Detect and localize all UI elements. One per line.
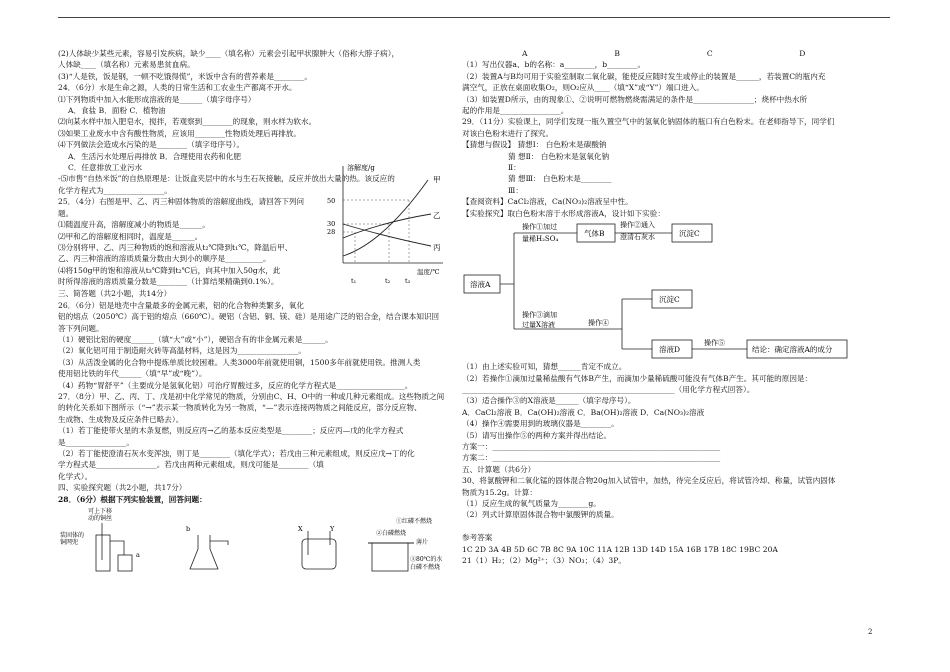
port-x-label: X: [298, 525, 303, 533]
text-line: 时所得溶液的溶质质量分数是________（计算结果精确到0.1%）。: [58, 277, 279, 287]
question-29-heading: 29．（11分）实验课上，同学们发现一瓶久置空气中的氢氧化钠固体的瓶口有白色粉末。在老师指导下，同学们: [462, 117, 835, 127]
text-line: 化学式）。: [58, 471, 93, 481]
options-line: A．CaCl₂溶液 B．Ca(OH)₂溶液 C．Ba(OH)₂溶液 D．Ca(NO₃)₂溶液: [462, 407, 705, 417]
text-line: 起的作用是________________。: [462, 106, 569, 116]
collection-bottle: [118, 555, 132, 571]
text-line: 使用铝比铁的年代______（填“早”或“晚”）。: [58, 369, 207, 379]
text-line: （3）适合操作③的X溶液是______（填字母序号）。: [462, 396, 636, 406]
text-line: 对该白色粉末进行了探究。: [462, 128, 554, 138]
flowchart-diagram: [462, 219, 872, 361]
text-line: ⑵向某水样中加入肥皂水，搅拌，若观察到________的现象，则水样为软水。: [58, 117, 317, 127]
series-label-yi: 乙: [433, 211, 441, 221]
tube: [110, 541, 124, 555]
experiment-flowchart: [462, 219, 872, 361]
text-line: 题。: [58, 208, 74, 218]
beaker: [372, 543, 408, 571]
op-label: 操作③滴加: [522, 311, 557, 320]
series-label-jia: 甲: [433, 175, 441, 185]
op-label: 量稀H₂SO₄: [522, 235, 559, 244]
text-line: ________________________________________________________（用化学方程式回答）。: [462, 384, 755, 394]
left-column: [58, 48, 452, 575]
hypothesis-line: 猜 想Ⅲ： 白色粉末是________: [508, 174, 612, 184]
spacer-line: [462, 521, 872, 532]
text-line: -⑸市售“自热米饭”的自热原理是：让饭盒夹层中的水与生石灰接触，反应并放出大量的热。该反应的: [58, 174, 395, 184]
page-number: 2: [868, 628, 873, 636]
tubes: [308, 531, 330, 555]
apparatus-label: 动的铜丝: [88, 515, 113, 522]
text-line: （3）从活泼金属的化合物中提炼单质比较困难。人类3000年前就使用铜，1500多年前就使用铁。推测人类: [58, 357, 421, 367]
op-label: 操作⑤: [704, 339, 725, 348]
apparatus-label: ③80℃的水: [410, 556, 443, 563]
text-line: （2）氧化铝可用于制造耐火砖等高温材料，这是因为________________。: [58, 346, 306, 356]
op-label: 操作④: [588, 319, 609, 328]
box-label: 溶液A: [470, 280, 491, 290]
text-line: （3）如装置D所示，由的现象①、②说明可燃物燃烧需满足的条件是________________；烧杯中热水所: [462, 94, 808, 104]
box-label: 结论：确定溶液A的成分: [752, 345, 833, 355]
op-label: 操作②通入: [620, 221, 655, 230]
right-column: [462, 48, 872, 566]
text-line: （2）若操作①滴加过量稀盐酸有气体B产生，而滴加少量稀硫酸可能没有气体B产生。其可能的原因是：: [462, 373, 813, 383]
header-rule: [58, 17, 890, 18]
apparatus-label-b: b: [186, 525, 191, 533]
reference-line: 【查阅资料】CaCl₂溶液，Ca(NO₃)₂溶液呈中性。: [462, 197, 633, 207]
experiment-line: 【实验探究】取白色粉末溶于水形成溶液A，设计如下实验：: [462, 208, 665, 218]
text-line: （2）列式计算原固体混合物中氯酸钾的质量。: [462, 510, 619, 520]
text-line: ⑷下列做法会造成水污染的是________（填字母序号）。: [58, 140, 245, 150]
apparatus-label: 可上下移: [88, 508, 113, 515]
text-line: ⑷将150g甲的饱和溶液从t₃℃降到t₂℃后，向其中加入50g水，此: [58, 265, 281, 275]
apparatus-label-a: a: [136, 551, 140, 559]
options-line: A．食盐 B．面粉 C．植物油: [68, 106, 166, 116]
text-line: ⑴下列物质中加入水能形成溶液的是______（填字母序号）: [58, 94, 256, 104]
question-26-heading: 26．（6分）铝是地壳中含量最多的金属元素，铝的化合物种类繁多，氧化: [58, 300, 305, 310]
tube: [210, 541, 228, 545]
apparatus-label: 薄片: [416, 539, 429, 546]
op-label: 澄清石灰水: [620, 233, 655, 242]
series-label-bing: 丙: [433, 243, 441, 253]
gas-bottle: [302, 539, 336, 569]
text-line: 满空气，正放在桌面收集O₂，则O₂应从____（填“X”或“Y”）端口进入。: [462, 83, 704, 93]
hypothesis-line: Ⅲ：: [508, 185, 523, 195]
text-line: （1）若丁能使带火星的木条复燃，则反应丙→乙的基本反应类型是________；反应丙—戊的化学方程式: [58, 426, 404, 436]
text-line: ⑶如果工业废水中含有酸性物质，应该用________性物质处理后再排放。: [58, 128, 301, 138]
text-line: (3)“人是铁，饭是钢，一顿不吃饿得慌”，米饭中含有的营养素是________。: [58, 71, 312, 81]
section-heading: 四、实验探究题（共2小题，共17分）: [58, 483, 187, 493]
y-tick: 30: [327, 220, 336, 229]
text-line: （1）反应生成的氧气质量为________g。: [462, 498, 601, 508]
apparatus-label: ①红磷不燃烧: [396, 518, 433, 525]
text-line: 乙、丙三种溶液的溶质质量分数由大到小的顺序是__________。: [58, 254, 271, 264]
options-line: A．生活污水处理后再排放 B．合理使用农药和化肥: [68, 151, 241, 161]
y-axis-label: 溶解度/g: [347, 164, 375, 173]
apparatus-letter: C: [706, 49, 713, 58]
text-line: （1）写出仪器a、b的名称：a________，b________。: [462, 60, 646, 70]
x-tick: t₂: [385, 277, 391, 286]
apparatus-diagram: [58, 505, 452, 575]
x-axis-label: 温度/℃: [417, 268, 440, 277]
text-line: ⑶分别将甲、乙、丙三种物质的饱和溶液从t₂℃降到t₁℃，降温后甲、: [58, 242, 293, 252]
apparatus-letters: [462, 48, 872, 59]
box-label: 沉淀C: [679, 229, 700, 239]
conical-flask: [190, 535, 218, 569]
text-line: 的转化关系如下图所示（“→”表示某一物质转化为另一物质，“—”表示连接两物质之间能反应，部分反应物、: [58, 403, 422, 413]
apparatus-label: 铜网兜: [60, 539, 79, 546]
text-line: 生成物、生成物及反应条件已略去）。: [58, 414, 184, 424]
text-line: 答下列问题。: [58, 323, 104, 333]
answer-key-line: 1C 2D 3A 4B 5D 6C 7B 8C 9A 10C 11A 12B 13D 14D 15A 16B 17B 18C 19BC 20A: [462, 544, 778, 554]
text-line: （1）硬铝比铝的硬度______（填“大”或“小”），硬铝含有的非金属元素是______。: [58, 334, 333, 344]
text-line: ⑵甲和乙的溶解度相同时，温度是______。: [58, 231, 203, 241]
hypothesis-line: 猜 想Ⅱ： 白色粉末是氢氧化钠: [508, 151, 610, 161]
apparatus-letter: D: [799, 49, 806, 58]
port-y-label: Y: [330, 525, 335, 533]
y-tick: 28: [327, 228, 336, 237]
text-line: (2)人体缺少某些元素，容易引发疾病，缺少____（填名称）元素会引起甲状腺肿大（俗称大脖子病），: [58, 49, 400, 58]
hypothesis-line: 【猜想与假设】 猜想Ⅰ： 白色粉末是碳酸钠: [462, 140, 607, 150]
y-tick: 50: [327, 197, 336, 206]
apparatus-letter: B: [614, 49, 621, 58]
question-27-heading: 27．（8分）甲、乙、丙、丁、戊是初中化学常见的物质，分别由C、H、O中的一种或几种元素组成。这些物质之间: [58, 391, 445, 401]
hypothesis-line: Ⅱ：: [508, 163, 521, 173]
x-tick: t₁: [351, 277, 357, 286]
options-line: C．任意排放工业污水: [68, 163, 143, 173]
text-line: 是________________。: [58, 437, 134, 447]
text-line: 方案二：____________________________________________________________: [462, 453, 721, 463]
box-label: 溶液D: [659, 345, 681, 355]
curve-yi: [343, 214, 431, 238]
question-28-heading: 28．（6分）根据下列实验装置，回答问题：: [58, 494, 207, 504]
x-tick: t₃: [405, 277, 411, 286]
op-label: 过量X溶液: [522, 321, 555, 330]
text-line: 方案一：____________________________________________________________: [462, 441, 721, 451]
text-line: 学方程式是________________。若戊由两种元素组成，则戊可能是________（填: [58, 460, 324, 470]
text-line: 人体缺____（填名称）元素易患贫血病。: [58, 60, 195, 70]
text-line: 物质为15.2g。计算：: [462, 487, 537, 497]
solubility-curve-diagram: [323, 158, 453, 288]
text-line: ⑴随温度升高，溶解度减小的物质是______。: [58, 220, 210, 230]
text-line: 铝的熔点（2050℃）高于铝的熔点（660℃）。硬铝（含铝、铜、镁、硅）是用途广泛的铝合金，结合课本知识回: [58, 312, 440, 322]
text-line: 化学方程式为________________。: [58, 185, 172, 195]
apparatus-label: 装固体的: [60, 532, 85, 539]
apparatus-label: 白磷不燃烧: [410, 564, 441, 571]
section-heading: 三、简答题（共2小题，共14分）: [58, 289, 172, 299]
apparatus-letter: A: [522, 49, 528, 58]
text-line: （2）装置A与B均可用于实验室制取二氧化碳，能使反应随时发生或停止的装置是______，若装置C的瓶内充: [462, 71, 826, 81]
curve-bing: [343, 224, 431, 246]
box-label: 沉淀C: [659, 295, 680, 305]
answer-key-heading: 参考答案: [462, 533, 493, 543]
text-line: （1）由上述实验可知，猜想______肯定不成立。: [462, 362, 627, 372]
question-25-heading: 25．（4分）右图是甲、乙、丙三种固体物质的溶解度曲线，请回答下列问: [58, 197, 305, 207]
test-tube: [96, 535, 110, 571]
text-line: （4）药物“胃舒平”（主要成分是氢氧化铝）可治疗胃酸过多，反应的化学方程式是__________________。: [58, 380, 413, 390]
question-24-heading: 24．（6分）水是生命之源，人类的日常生活和工农业生产都离不开水。: [58, 83, 297, 93]
section-heading: 五、计算题（共6分）: [462, 464, 536, 474]
op-label: 操作①加过: [522, 223, 557, 232]
text-line: （5）请写出操作⑤的两种方案并得出结论。: [462, 430, 612, 440]
text-line: （2）若丁能使澄清石灰水变浑浊，则丁是________（填化学式）；若戊由三种元素组成，则反应戊→丁的化: [58, 448, 415, 458]
text-line: （4）操作④需要用到的玻璃仪器是________。: [462, 419, 619, 429]
box-label: 气体B: [584, 229, 605, 239]
apparatus-label: ②白磷燃烧: [376, 530, 407, 537]
question-30-heading: 30、将氯酸钾和二氧化锰的固体混合物20g加入试管中，加热，待完全反应后，将试管冷却、称量，试管内固体: [462, 476, 836, 486]
curve-jia: [343, 180, 428, 256]
apparatus-figure: [58, 505, 452, 575]
answer-key-line: 21（1）H₂；（2）Mg²⁺；（3）NO₃；（4）3P。: [462, 556, 626, 565]
